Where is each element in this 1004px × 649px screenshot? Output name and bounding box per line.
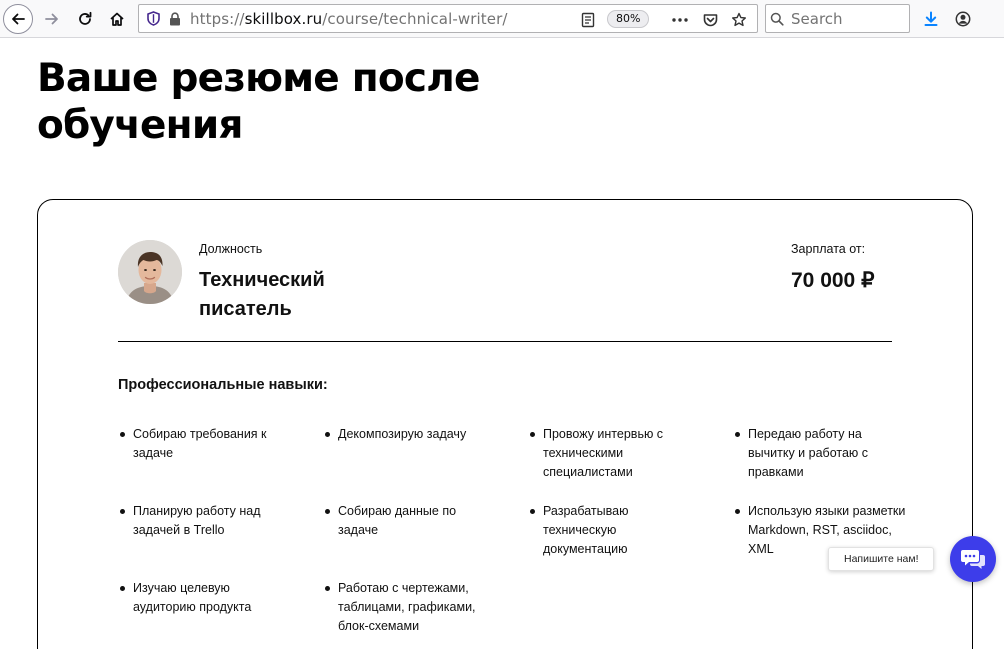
salary-value: 70 000 ₽ <box>791 269 875 292</box>
position-title-line2: писатель <box>199 298 292 320</box>
skills-list <box>118 425 938 649</box>
page-actions-icon[interactable] <box>669 6 691 33</box>
home-icon <box>109 11 125 27</box>
pocket-icon[interactable] <box>699 6 721 33</box>
page-title <box>37 55 557 149</box>
reader-view-icon[interactable] <box>577 6 599 33</box>
skill-item: Использую языки разметки Markdown, RST, asciidoc, XML <box>733 502 908 559</box>
search-icon <box>766 5 788 32</box>
position-title-line1: Технический <box>199 269 325 291</box>
account-button[interactable] <box>947 3 979 35</box>
home-button[interactable] <box>101 3 133 35</box>
address-bar[interactable] <box>138 4 758 33</box>
reload-button[interactable] <box>69 3 101 35</box>
forward-button[interactable] <box>36 3 68 35</box>
url-scheme: https:// <box>190 9 245 28</box>
chat-tooltip[interactable]: Напишите нам! <box>828 547 934 571</box>
search-placeholder: Search <box>791 9 843 28</box>
skill-item: Декомпозирую задачу <box>323 425 498 444</box>
back-button[interactable] <box>2 3 34 35</box>
tracking-shield-icon[interactable] <box>142 5 164 32</box>
url-path: /course/technical-writer/ <box>322 9 508 28</box>
skill-item: Планирую работу над задачей в Trello <box>118 502 293 540</box>
skill-item: Разрабатываю техническую документацию <box>528 502 703 559</box>
downloads-button[interactable] <box>915 3 947 35</box>
skill-item: Провожу интервью с техническими специалистами <box>528 425 703 482</box>
skill-item: Изучаю целевую аудиторию продукта <box>118 579 293 617</box>
back-arrow-icon <box>3 4 33 34</box>
page-title-line1: Ваше резюме после <box>37 56 480 101</box>
account-icon <box>955 11 971 27</box>
skill-item: Собираю требования к задаче <box>118 425 293 463</box>
chat-button[interactable] <box>950 536 996 582</box>
skill-item: Работаю с чертежами, таблицами, графиками, блок-схемами <box>323 579 498 636</box>
salary-label: Зарплата от: <box>791 242 866 256</box>
forward-arrow-icon <box>44 11 60 27</box>
position-label: Должность <box>199 242 263 256</box>
page-title-line2: обучения <box>37 103 243 148</box>
position-title <box>199 266 399 324</box>
resume-card <box>37 199 973 649</box>
url-host: skillbox.ru <box>244 9 323 28</box>
chat-bubbles-icon <box>960 547 986 571</box>
skills-title: Профессиональные навыки: <box>118 377 328 393</box>
skill-item: Передаю работу на вычитку и работаю с правками <box>733 425 908 482</box>
divider <box>118 341 892 342</box>
url-text[interactable] <box>190 10 508 28</box>
bookmark-star-icon[interactable] <box>728 6 750 33</box>
download-icon <box>923 11 939 27</box>
lock-icon[interactable] <box>164 5 186 32</box>
search-bar[interactable] <box>765 4 910 33</box>
zoom-level-badge[interactable]: 80% <box>607 10 649 28</box>
browser-toolbar <box>0 0 1004 38</box>
skill-item: Собираю данные по задаче <box>323 502 498 540</box>
avatar <box>118 240 182 304</box>
reload-icon <box>77 11 93 27</box>
